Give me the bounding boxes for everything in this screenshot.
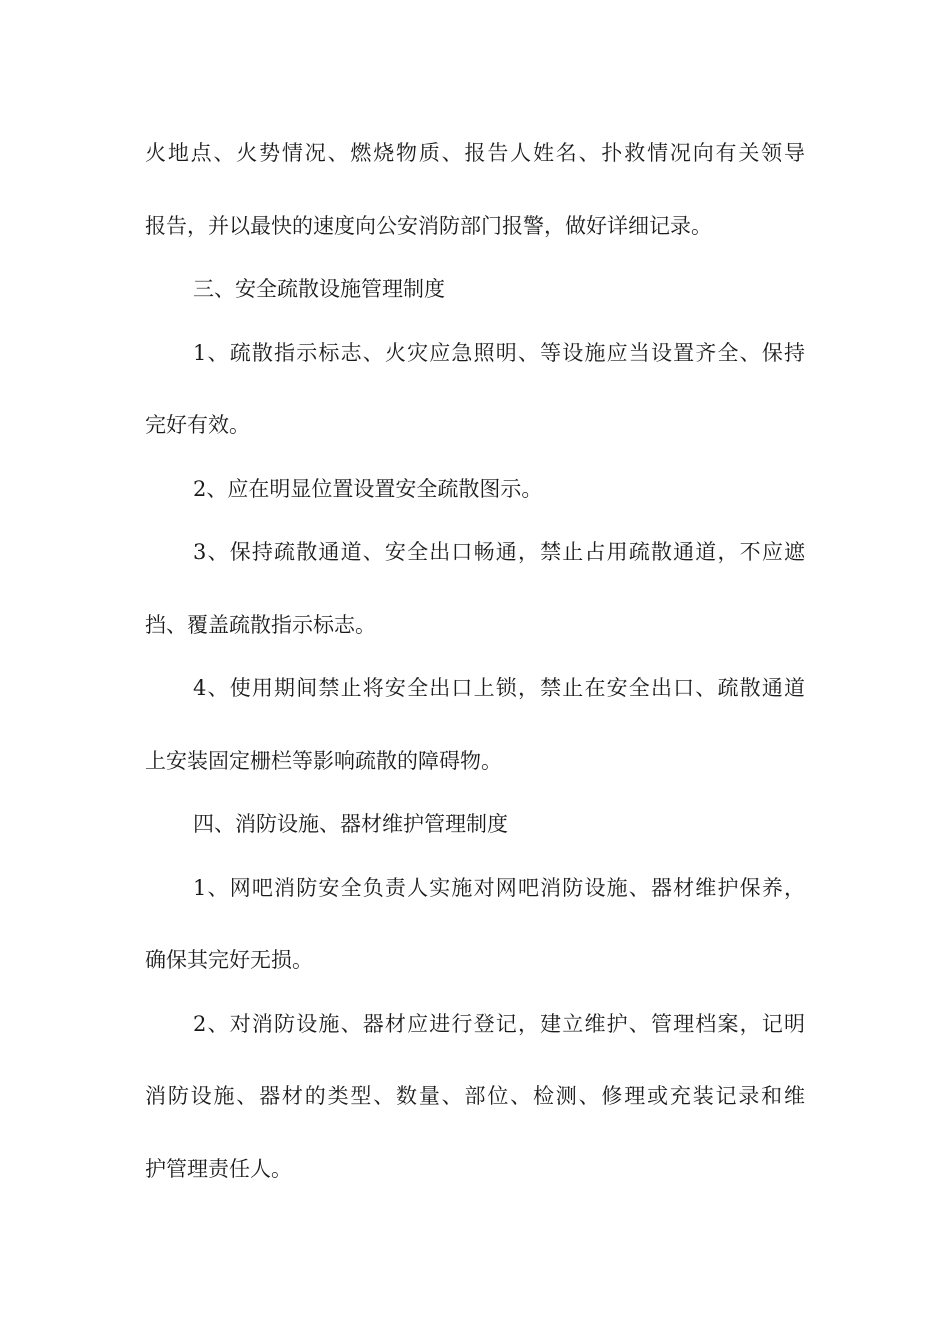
paragraph-line: 3、保持疏散通道、安全出口畅通，禁止占用疏散通道，不应遮 <box>193 540 805 564</box>
paragraph-line: 4、使用期间禁止将安全出口上锁，禁止在安全出口、疏散通道 <box>193 676 805 700</box>
paragraph-line: 上安装固定栅栏等影响疏散的障碍物。 <box>145 749 502 773</box>
paragraph-line: 挡、覆盖疏散指示标志。 <box>145 613 376 637</box>
paragraph-line: 火地点、火势情况、燃烧物质、报告人姓名、扑救情况向有关领导 <box>145 141 805 165</box>
paragraph-line: 消防设施、器材的类型、数量、部位、检测、修理或充装记录和维 <box>145 1084 805 1108</box>
paragraph-line: 报告，并以最快的速度向公安消防部门报警，做好详细记录。 <box>145 214 712 238</box>
section-heading: 三、安全疏散设施管理制度 <box>193 277 445 301</box>
paragraph-line: 完好有效。 <box>145 413 250 437</box>
paragraph-line: 1、网吧消防安全负责人实施对网吧消防设施、器材维护保养， <box>193 876 805 900</box>
paragraph-line: 护管理责任人。 <box>145 1157 292 1181</box>
paragraph-line: 1、疏散指示标志、火灾应急照明、等设施应当设置齐全、保持 <box>193 341 805 365</box>
section-heading: 四、消防设施、器材维护管理制度 <box>193 812 508 836</box>
paragraph-line: 确保其完好无损。 <box>145 948 313 972</box>
paragraph-line: 2、对消防设施、器材应进行登记，建立维护、管理档案，记明 <box>193 1012 805 1036</box>
paragraph-line: 2、应在明显位置设置安全疏散图示。 <box>193 477 543 501</box>
